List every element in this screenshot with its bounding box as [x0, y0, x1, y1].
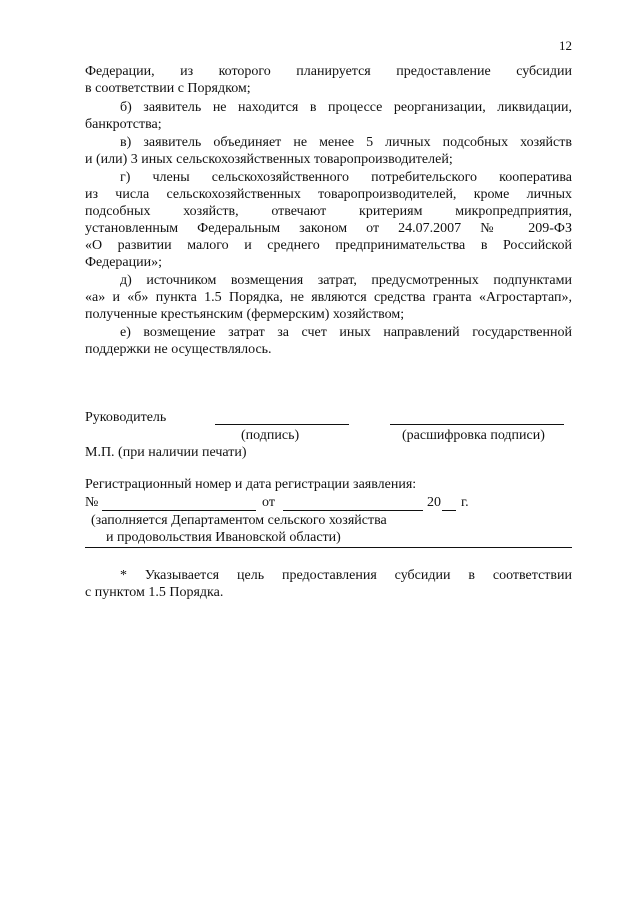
item-d-line: д) источником возмещения затрат, предусмотренных подпунктами: [120, 273, 572, 288]
year-line: [442, 510, 456, 511]
item-g-line: установленным Федеральным законом от 24.07.2007 № 209-ФЗ: [85, 221, 572, 236]
item-g-line: г) члены сельскохозяйственного потребительского кооператива: [120, 170, 572, 185]
page-number: 12: [559, 38, 572, 53]
paragraph-line: в соответствии с Порядком;: [85, 81, 251, 96]
decode-line: [390, 424, 564, 425]
item-g-line: Федерации»;: [85, 255, 163, 270]
from-label: от: [262, 495, 275, 510]
head-label: Руководитель: [85, 410, 167, 425]
item-b-line: б) заявитель не находится в процессе реорганизации, ликвидации,: [120, 100, 572, 115]
decode-caption: (расшифровка подписи): [402, 428, 545, 443]
registration-note: (заполняется Департаментом сельского хозяйства: [91, 513, 387, 528]
item-b-line: банкротства;: [85, 117, 162, 132]
signature-line: [215, 424, 349, 425]
registration-title: Регистрационный номер и дата регистрации заявления:: [85, 477, 417, 492]
number-line: [102, 510, 256, 511]
footnote-line: с пунктом 1.5 Порядка.: [85, 585, 224, 600]
paragraph-line: Федерации, из которого планируется предоставление субсидии: [85, 64, 572, 79]
item-g-line: из числа сельскохозяйственных товаропроизводителей, кроме личных: [85, 187, 572, 202]
item-e-line: поддержки не осуществлялось.: [85, 342, 272, 357]
item-d-line: полученные крестьянским (фермерским) хозяйством;: [85, 307, 405, 322]
number-sign: №: [85, 495, 99, 510]
stamp-label: М.П. (при наличии печати): [85, 445, 247, 460]
separator-rule: [85, 547, 572, 548]
year-suffix: г.: [461, 495, 469, 510]
year-prefix: 20: [427, 495, 441, 510]
item-d-line: «а» и «б» пункта 1.5 Порядка, не являются средства гранта «Агростартап»,: [85, 290, 572, 305]
registration-note: и продовольствия Ивановской области): [106, 530, 341, 545]
item-g-line: «О развитии малого и среднего предпринимательства в Российской: [85, 238, 572, 253]
footnote-line: * Указывается цель предоставления субсидии в соответствии: [120, 568, 572, 583]
item-e-line: е) возмещение затрат за счет иных направлений государственной: [120, 325, 572, 340]
date-line: [283, 510, 423, 511]
item-v-line: в) заявитель объединяет не менее 5 личных подсобных хозяйств: [120, 135, 572, 150]
item-g-line: подсобных хозяйств, отвечают критериям микропредприятия,: [85, 204, 572, 219]
signature-caption: (подпись): [241, 428, 300, 443]
item-v-line: и (или) 3 иных сельскохозяйственных товаропроизводителей;: [85, 152, 453, 167]
